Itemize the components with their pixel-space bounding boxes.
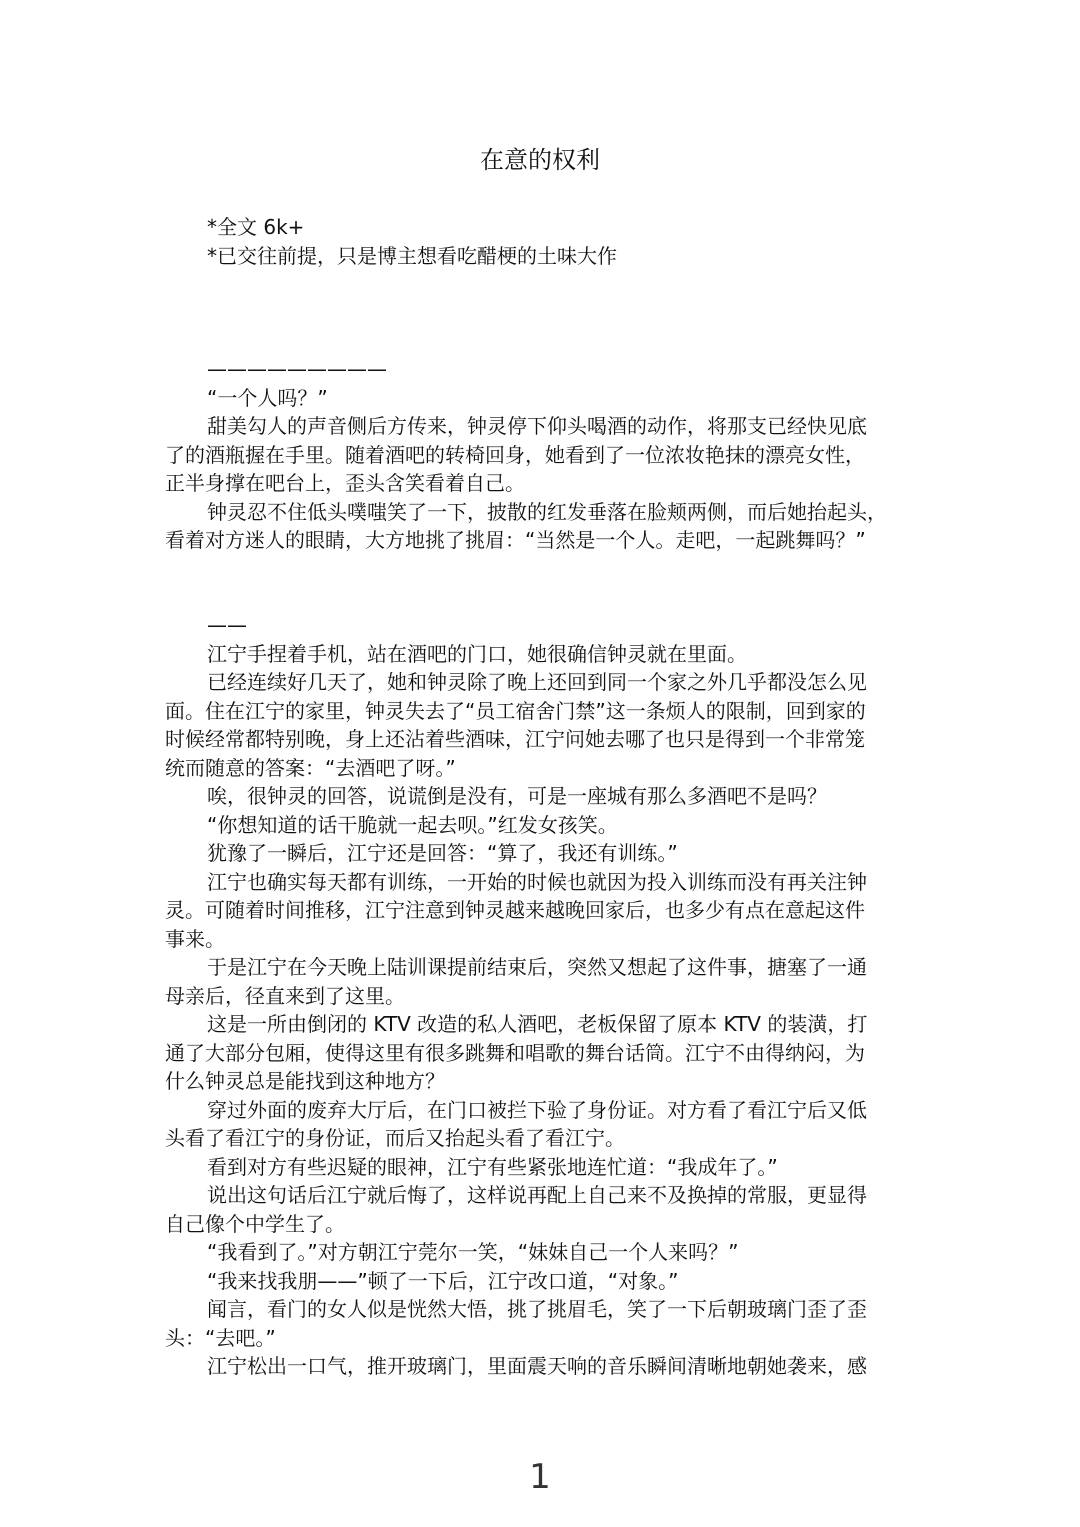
- text-line: “我来找我朋——”顿了一下后，江宁改口道，“对象。”: [207, 1268, 679, 1293]
- text-line: 统而随意的答案：“去酒吧了呀。”: [165, 755, 456, 780]
- text-line: 于是江宁在今天晚上陆训课提前结束后，突然又想起了这件事，搪塞了一通: [207, 955, 867, 979]
- text-line: 通了大部分包厢，使得这里有很多跳舞和唱歌的舞台话筒。江宁不由得纳闷，为: [165, 1040, 865, 1065]
- text-line: 唉，很钟灵的回答，说谎倒是没有，可是一座城有那么多酒吧不是吗？: [207, 784, 827, 808]
- text-line: 江宁手捏着手机，站在酒吧的门口，她很确信钟灵就在里面。: [207, 641, 747, 666]
- text-line: 了的酒瓶握在手里。随着酒吧的转椅回身，她看到了一位浓妆艳抹的漂亮女性，: [165, 442, 865, 467]
- text-line: 钟灵忍不住低头噗嗤笑了一下，披散的红发垂落在脸颊两侧，而后她抬起头，: [207, 499, 887, 524]
- text-line: “你想知道的话干脆就一起去呗。”红发女孩笑。: [207, 812, 618, 837]
- text-line: 江宁也确实每天都有训练，一开始的时候也就因为投入训练而没有再关注钟: [207, 869, 867, 894]
- page-number: 1: [529, 1457, 551, 1497]
- text-line: 看着对方迷人的眼睛，大方地挑了挑眉：“当然是一个人。走吧，一起跳舞吗？”: [165, 528, 866, 552]
- text-block-2: [165, 611, 920, 1381]
- text-line: 看到对方有些迟疑的眼神，江宁有些紧张地连忙道：“我成年了。”: [207, 1154, 778, 1179]
- text-line: 犹豫了一瞬后，江宁还是回答：“算了，我还有训练。”: [207, 841, 678, 865]
- text-line: 什么钟灵总是能找到这种地方？: [165, 1069, 445, 1093]
- text-line: 已经连续好几天了，她和钟灵除了晚上还回到同一个家之外几乎都没怎么见: [207, 670, 867, 694]
- text-line: 事来。: [165, 926, 225, 951]
- meta-notes: [207, 213, 927, 270]
- text-line: 母亲后，径直来到了这里。: [165, 983, 405, 1008]
- text-line: 穿过外面的废弃大厅后，在门口被拦下验了身份证。对方看了看江宁后又低: [207, 1097, 867, 1122]
- text-line: 面。住在江宁的家里，钟灵失去了“员工宿舍门禁”这一条烦人的限制，回到家的: [165, 698, 866, 723]
- text-line: “一个人吗？”: [207, 385, 328, 410]
- text-line: 闻言，看门的女人似是恍然大悟，挑了挑眉毛，笑了一下后朝玻璃门歪了歪: [207, 1297, 867, 1321]
- text-line: 灵。可随着时间推移，江宁注意到钟灵越来越晚回家后，也多少有点在意起这件: [165, 898, 865, 922]
- text-line: 头：“去吧。”: [165, 1325, 276, 1350]
- text-line: 时候经常都特别晚，身上还沾着些酒味，江宁问她去哪了也只是得到一个非常笼: [165, 727, 865, 751]
- separator-line: —————————: [207, 357, 387, 381]
- text-line: 这是一所由倒闭的 KTV 改造的私人酒吧，老板保留了原本 KTV 的装潢，打: [207, 1012, 868, 1036]
- text-line: 甜美勾人的声音侧后方传来，钟灵停下仰头喝酒的动作，将那支已经快见底: [207, 414, 867, 438]
- separator-line: ——: [207, 613, 247, 637]
- meta-line: *已交往前提，只是博主想看吃醋梗的土味大作: [207, 243, 617, 268]
- meta-line: *全文 6k+: [207, 215, 305, 239]
- text-line: 自己像个中学生了。: [165, 1211, 345, 1236]
- text-line: 江宁松出一口气，推开玻璃门，里面震天响的音乐瞬间清晰地朝她袭来，感: [207, 1354, 867, 1378]
- text-line: “我看到了。”对方朝江宁莞尔一笑，“妹妹自己一个人来吗？”: [207, 1240, 739, 1264]
- text-line: 正半身撑在吧台上，歪头含笑看着自己。: [165, 471, 525, 495]
- text-line: 头看了看江宁的身份证，而后又抬起头看了看江宁。: [165, 1126, 625, 1150]
- text-line: 说出这句话后江宁就后悔了，这样说再配上自己来不及换掉的常服，更显得: [207, 1183, 867, 1207]
- document-title: 在意的权利: [480, 146, 600, 174]
- text-block-1: [165, 355, 920, 555]
